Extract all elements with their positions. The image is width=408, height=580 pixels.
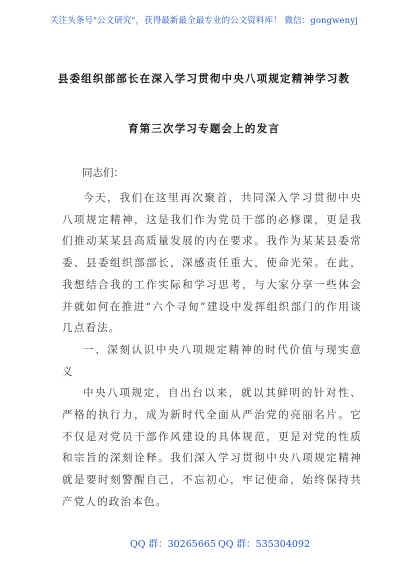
document-title-line-1: 县委组织部部长在深入学习贯彻中央八项规定精神学习教 (57, 73, 351, 85)
header-notice: 关注头条号"公文研究"，获得最新最全最专业的公文资料库！ 微信：gongwenyj (50, 16, 358, 26)
document-body (62, 188, 362, 514)
footer-qq-group-2: QQ 群：535304092 (218, 539, 310, 550)
footer-qq-group-1: QQ 群：30265665 (130, 539, 216, 550)
paragraph-section-1: 中央八项规定，自出台以来，就以其鲜明的针对性、严格的执行力，成为新时代全面从严治党的亮丽名片。它不仅是对党员干部作风建设的具体规范，更是对党的性质和宗旨的深刻诠释。我们深入学习贯彻中央八项规定精神就是要时刻警醒自己，不忘初心，牢记使命，始终保持共产党人的政治本色。 (62, 387, 362, 508)
paragraph-intro: 今天，我们在这里再次聚首，共同深入学习贯彻中央八项规定精神，这是我们作为党员干部的必修课，更是我们推动某某县高质量发展的内在要求。我作为某某县委常委、县委组织部部长，深感责任重大，使命光荣。在此，我想结合我的工作实际和学习思考，与大家分享一些体会并就如何在推进“六个寻甸”建设中发挥组织部门的作用谈几点看法。 (62, 192, 362, 335)
salutation: 同志们： (82, 167, 124, 179)
section-heading: 一、深刻认识中央八项规定精神的时代价值与现实意义 (62, 343, 362, 378)
document-title-line-2: 育第三次学习专题会上的发言 (127, 123, 281, 135)
